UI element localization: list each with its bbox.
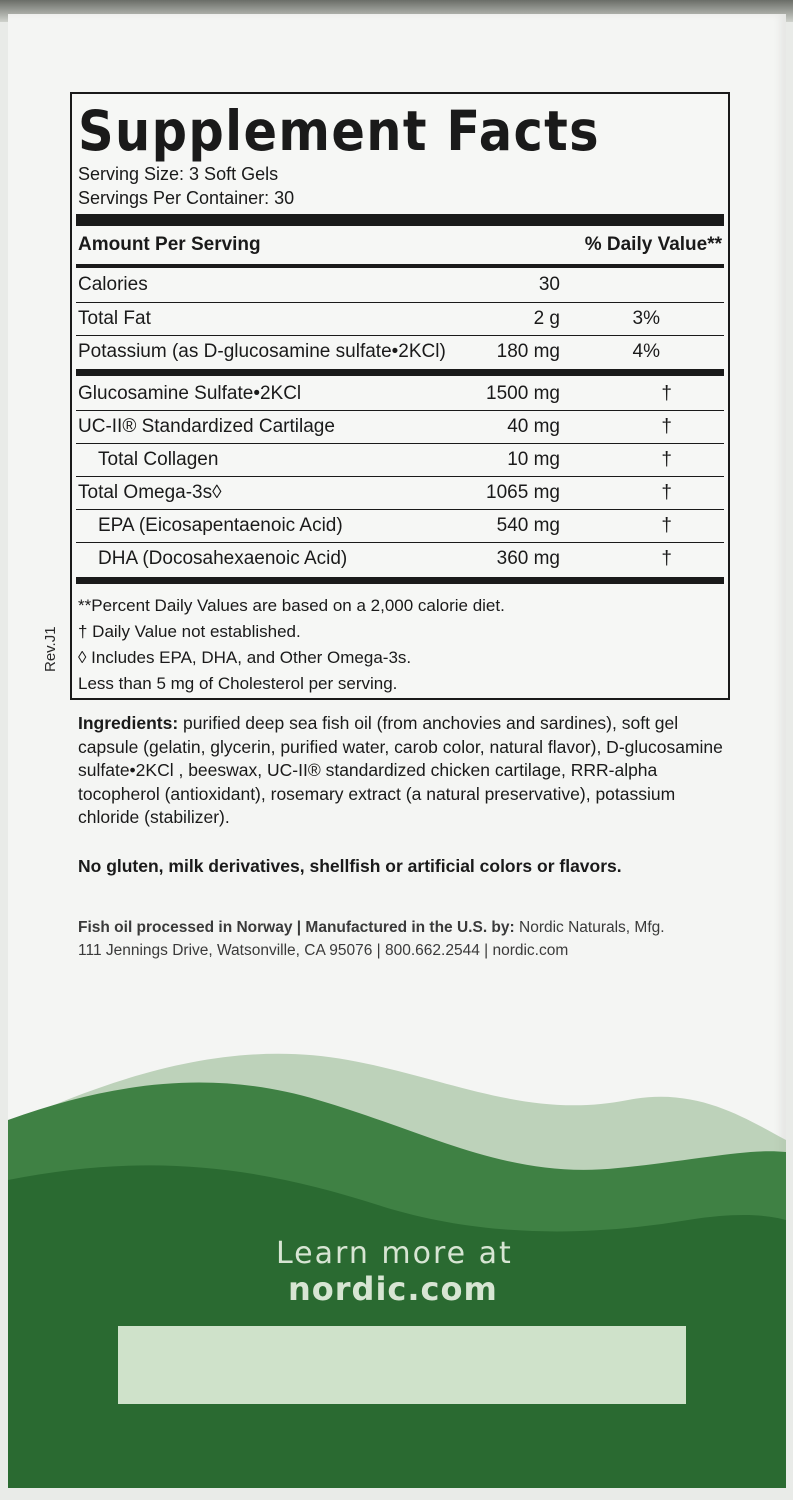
serving-size: Serving Size: 3 Soft Gels: [78, 164, 279, 184]
supplement-facts-panel: [70, 92, 730, 700]
manufacturer-address: 111 Jennings Drive, Watsonville, CA 95076 | 800.662.2544 | nordic.com: [78, 942, 569, 959]
manufacturer-name: Nordic Naturals, Mfg.: [519, 919, 665, 936]
barcode-label-area: [118, 1326, 686, 1404]
ingredients-text: purified deep sea fish oil (from anchovies and sardines), soft gel capsule (gelatin, glycerin, purified water, carob color, natural flavor), D-glucosamine sulfate•2KCl , beeswax, UC-II® standardized chicken cartilage, RRR-alpha tocopherol (antioxidant), rosemary extract (a natural preservative), potassium chloride (stabilizer).: [78, 713, 723, 827]
footnote-daily-values: **Percent Daily Values are based on a 2,000 calorie diet.: [78, 596, 505, 615]
row-divider: [76, 335, 724, 336]
facts-row-dha: [78, 544, 722, 574]
nutrient-name: UC-II® Standardized Cartilage: [78, 416, 335, 437]
nutrient-dv: †: [661, 482, 672, 503]
nutrient-name: Total Fat: [78, 308, 151, 329]
row-divider: [76, 302, 724, 303]
ingredients-label: Ingredients:: [78, 713, 179, 733]
promo-line-1: Learn more at: [276, 1236, 513, 1271]
facts-row-omega-3: [78, 478, 722, 508]
nutrient-dv: †: [661, 548, 672, 569]
facts-row-glucosamine: [78, 379, 722, 409]
facts-header-row: [78, 230, 722, 260]
revision-code: Rev.J1: [42, 626, 59, 672]
nutrient-amount: 1500 mg: [486, 383, 560, 404]
nutrient-amount: 180 mg: [496, 341, 560, 362]
facts-row-epa: [78, 511, 722, 541]
facts-row-potassium: [78, 337, 722, 367]
thick-divider: [76, 214, 724, 226]
row-divider: [76, 410, 724, 411]
row-divider: [76, 509, 724, 510]
facts-row-calories: [78, 270, 722, 300]
nutrient-name: Calories: [78, 274, 148, 295]
facts-row-uc-ii: [78, 412, 722, 442]
nutrient-amount: 30: [538, 274, 560, 295]
daily-value-label: % Daily Value**: [584, 234, 722, 255]
servings-per-container: Servings Per Container: 30: [78, 188, 295, 208]
nutrient-dv: †: [661, 416, 672, 437]
facts-row-total-fat: [78, 304, 722, 334]
nutrient-dv: 4%: [632, 341, 660, 362]
row-divider: [76, 476, 724, 477]
thick-divider: [76, 369, 724, 376]
facts-row-total-collagen: [78, 445, 722, 475]
nutrient-amount: 360 mg: [496, 548, 560, 569]
footnote-omega: ◊ Includes EPA, DHA, and Other Omega-3s.: [78, 648, 412, 667]
manufacturer-info: [78, 916, 665, 962]
medium-divider: [76, 264, 724, 268]
allergen-statement: No gluten, milk derivatives, shellfish or artificial colors or flavors.: [78, 856, 622, 876]
nutrient-amount: 40 mg: [507, 416, 560, 437]
thick-divider: [76, 577, 724, 584]
nutrient-dv: 3%: [632, 308, 660, 329]
nutrient-dv: †: [661, 515, 672, 536]
manufacturer-origin: Fish oil processed in Norway | Manufactured in the U.S. by:: [78, 919, 515, 936]
nutrient-name: DHA (Docosahexaenoic Acid): [98, 548, 348, 569]
nutrient-amount: 2 g: [533, 308, 560, 329]
footnote-cholesterol: Less than 5 mg of Cholesterol per serving.: [78, 674, 398, 693]
promo-website: nordic.com: [288, 1270, 498, 1308]
nutrient-dv: †: [661, 383, 672, 404]
footnote-not-established: † Daily Value not established.: [78, 622, 301, 641]
nutrient-dv: †: [661, 449, 672, 470]
nutrient-name: Total Collagen: [98, 449, 219, 470]
ingredients-block: [78, 712, 738, 830]
facts-title: Supplement Facts: [78, 99, 600, 163]
row-divider: [76, 443, 724, 444]
nutrient-name: Total Omega-3s◊: [78, 482, 222, 503]
nutrient-amount: 1065 mg: [486, 482, 560, 503]
row-divider: [76, 542, 724, 543]
nutrient-amount: 10 mg: [507, 449, 560, 470]
amount-per-serving-label: Amount Per Serving: [78, 234, 261, 255]
nutrient-name: Glucosamine Sulfate•2KCl: [78, 383, 302, 404]
nutrient-name: EPA (Eicosapentaenoic Acid): [98, 515, 343, 536]
nutrient-name: Potassium (as D-glucosamine sulfate•2KCl): [78, 341, 446, 362]
nutrient-amount: 540 mg: [496, 515, 560, 536]
